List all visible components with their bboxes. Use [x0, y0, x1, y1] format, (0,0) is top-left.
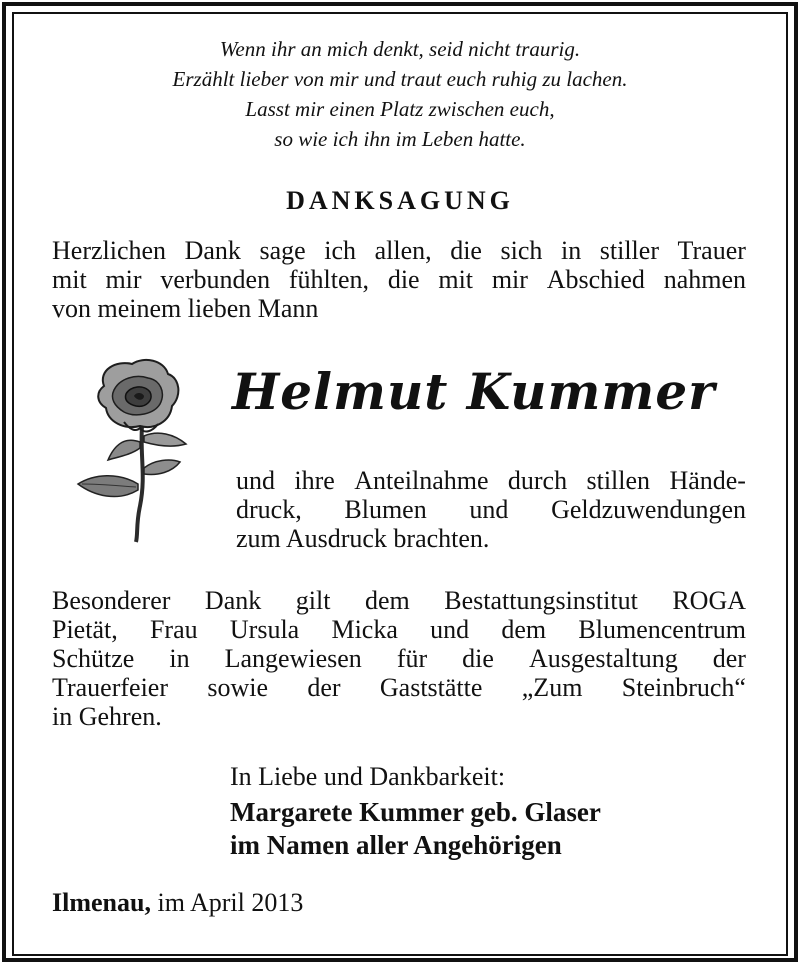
word: Blumen: [344, 495, 427, 524]
poem-line: so wie ich ihn im Leben hatte.: [274, 127, 526, 151]
word: Frau: [149, 615, 198, 644]
poem: [0, 34, 800, 154]
thanks-paragraph: [52, 586, 746, 731]
word: Hände-: [669, 466, 746, 495]
word: Steinbruch“: [621, 673, 746, 702]
word: „Zum: [521, 673, 583, 702]
heading: DANKSAGUNG: [286, 186, 514, 215]
word: ihre: [294, 466, 335, 495]
poem-line: Lasst mir einen Platz zwischen euch,: [245, 97, 555, 121]
word: ROGA: [672, 586, 746, 615]
word: Schütze: [52, 644, 135, 673]
participation-line: [236, 495, 746, 524]
word: die: [462, 644, 494, 673]
word: stiller: [599, 236, 659, 265]
word: mit: [52, 265, 87, 294]
word: Anteilnahme: [354, 466, 489, 495]
word: Dank: [204, 586, 262, 615]
word: sowie: [207, 673, 268, 702]
word: Dank: [184, 236, 241, 265]
word: ich: [324, 236, 357, 265]
word: Besonderer: [52, 586, 171, 615]
word: druck,: [236, 495, 302, 524]
word: die: [387, 265, 420, 294]
participation-paragraph: [236, 466, 746, 553]
word: und: [430, 615, 470, 644]
word: Geldzuwendungen: [551, 495, 746, 524]
thanks-line: [52, 586, 746, 615]
thanks-line: in Gehren.: [52, 702, 162, 731]
word: für: [396, 644, 428, 673]
word: Gaststätte: [379, 673, 483, 702]
intro-line: [52, 265, 746, 294]
place-date: [52, 888, 303, 918]
participation-line: zum Ausdruck brachten.: [236, 524, 490, 553]
intro-paragraph: [52, 236, 746, 323]
word: Herzlichen: [52, 236, 167, 265]
closing-phrase: In Liebe und Dankbarkeit:: [230, 762, 506, 791]
signer-name: Margarete Kummer geb. Glaser: [230, 797, 601, 827]
intro-line: [52, 236, 746, 265]
intro-line: von meinem lieben Mann: [52, 294, 319, 323]
word: durch: [507, 466, 568, 495]
word: Pietät,: [52, 615, 118, 644]
word: Micka: [331, 615, 398, 644]
word: nahmen: [663, 265, 746, 294]
word: der: [712, 644, 746, 673]
word: in: [560, 236, 582, 265]
word: gilt: [295, 586, 331, 615]
thanks-line: [52, 615, 746, 644]
word: sich: [500, 236, 543, 265]
word: mir: [105, 265, 142, 294]
word: Bestattungsinstitut: [444, 586, 638, 615]
word: Abschied: [546, 265, 645, 294]
word: der: [307, 673, 341, 702]
word: in: [169, 644, 190, 673]
word: mit: [438, 265, 474, 294]
thanks-line: [52, 673, 746, 702]
poem-line: Erzählt lieber von mir und traut euch ruhig zu lachen.: [172, 67, 628, 91]
deceased-name: Helmut Kummer: [232, 362, 716, 421]
word: Trauerfeier: [52, 673, 168, 702]
word: dem: [364, 586, 410, 615]
word: stillen: [586, 466, 651, 495]
thanks-line: [52, 644, 746, 673]
signer-note: im Namen aller Angehörigen: [230, 830, 562, 860]
word: sage: [259, 236, 306, 265]
word: Trauer: [677, 236, 746, 265]
word: fühlten,: [288, 265, 370, 294]
rose-icon: [74, 356, 204, 546]
word: und: [469, 495, 509, 524]
date: im April 2013: [157, 888, 304, 917]
signers: [230, 796, 601, 862]
word: allen,: [374, 236, 432, 265]
word: dem: [501, 615, 547, 644]
word: die: [450, 236, 482, 265]
word: Ursula: [229, 615, 300, 644]
word: Langewiesen: [224, 644, 362, 673]
word: verbunden: [160, 265, 271, 294]
word: mir: [491, 265, 528, 294]
place: Ilmenau,: [52, 888, 151, 917]
word: und: [236, 466, 275, 495]
participation-line: [236, 466, 746, 495]
poem-line: Wenn ihr an mich denkt, seid nicht traurig.: [219, 37, 581, 61]
word: Ausgestaltung: [528, 644, 678, 673]
word: Blumencentrum: [578, 615, 746, 644]
